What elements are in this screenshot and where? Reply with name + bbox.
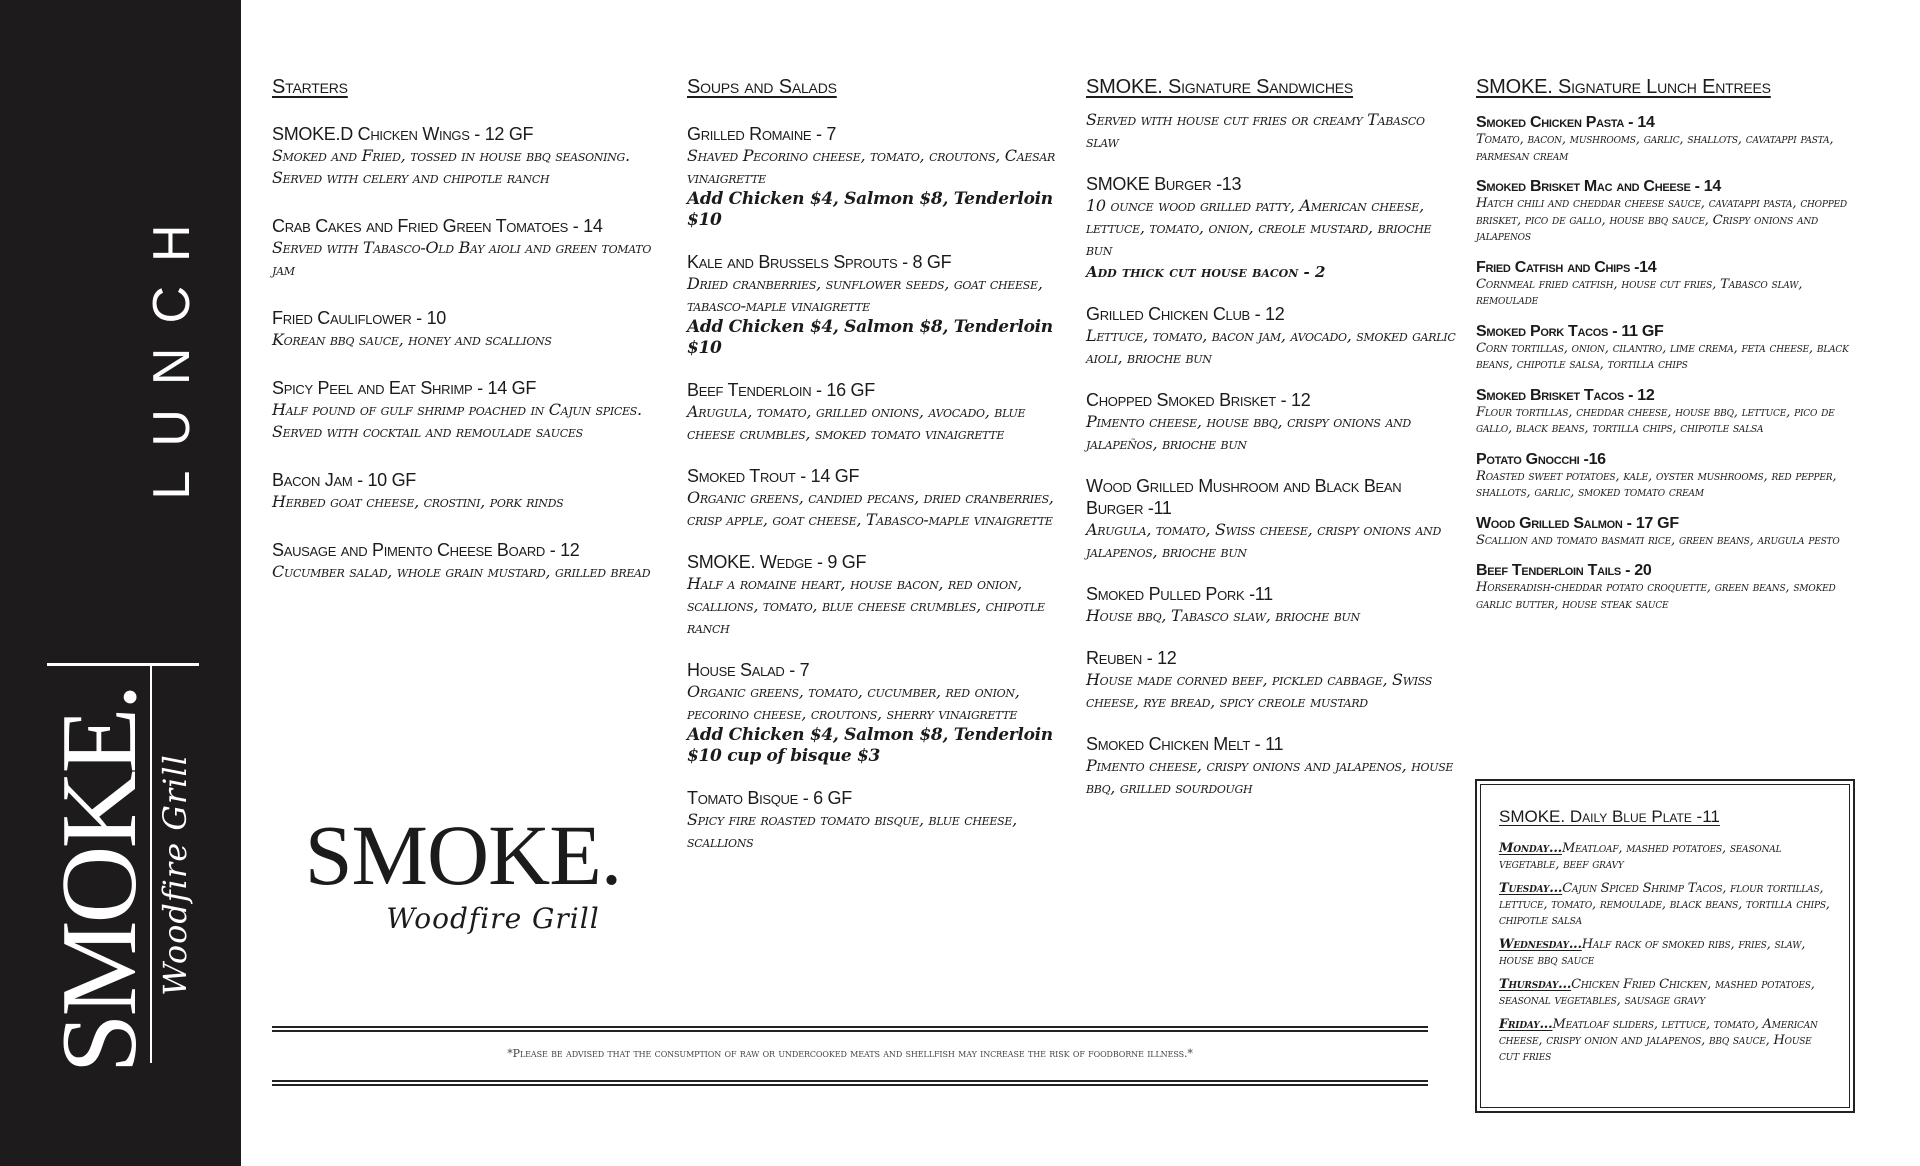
daily-entry: [1499, 1017, 1833, 1065]
menu-item: [1476, 322, 1866, 374]
item-desc: Corn tortillas, onion, cilantro, lime crema, feta cheese, black beans, chipotle salsa, tortilla chips: [1476, 340, 1849, 372]
item-desc: Pimento cheese, crispy onions and jalapenos, house bbq, grilled sourdough: [1086, 756, 1454, 797]
item-name: Potato Gnocchi -16: [1476, 450, 1606, 468]
item-desc: Korean bbq sauce, honey and scallions: [272, 330, 552, 349]
soups-title: Soups and Salads: [687, 76, 837, 98]
item-desc: Organic greens, candied pecans, dried cranberries, crisp apple, goat cheese, Tabasco-maple vinaigrette: [687, 488, 1054, 529]
daily-entry: [1499, 937, 1833, 969]
menu-item: [272, 215, 662, 281]
item-name: Crab Cakes and Fried Green Tomatoes - 14: [272, 216, 603, 236]
day-desc: Cajun Spiced Shrimp Tacos, flour tortillas, lettuce, tomato, remoulade, black beans, tortilla chips, chipotle salsa: [1499, 881, 1830, 928]
menu-item: [1476, 514, 1866, 550]
menu-item: [687, 551, 1067, 639]
band-tagline: Woodfire Grill: [156, 754, 194, 996]
menu-item: [687, 379, 1067, 445]
daily-entry: [1499, 841, 1833, 873]
item-desc: Hatch chili and cheddar cheese sauce, cavatappi pasta, chopped brisket, pico de gallo, house bbq sauce, Crispy onions and jalapenos: [1476, 196, 1847, 244]
logo-tagline: Woodfire Grill: [386, 902, 600, 935]
item-name: Smoked Brisket Tacos - 12: [1476, 386, 1655, 404]
item-name: Grilled Romaine - 7: [687, 124, 837, 144]
day-desc: Half rack of smoked ribs, fries, slaw, house bbq sauce: [1499, 937, 1806, 968]
menu-item: [1476, 386, 1866, 438]
item-desc: Served with Tabasco-Old Bay aioli and green tomato jam: [272, 238, 652, 279]
item-name: Smoked Brisket Mac and Cheese - 14: [1476, 178, 1721, 195]
starters-title: Starters: [272, 76, 348, 98]
item-name: Reuben - 12: [1086, 648, 1177, 668]
item-desc: Cucumber salad, whole grain mustard, grilled bread: [272, 562, 651, 581]
menu-item: [1476, 113, 1866, 165]
day-name: Monday...: [1499, 841, 1562, 856]
band-horizontal-rule: [47, 663, 199, 666]
menu-item: [1086, 583, 1458, 627]
item-desc: Cornmeal fried catfish, house cut fries, Tabasco slaw, remoulade: [1476, 276, 1803, 308]
menu-item: [1086, 303, 1458, 369]
item-name: Spicy Peel and Eat Shrimp - 14 GF: [272, 378, 537, 398]
entrees-title: SMOKE. Signature Lunch Entrees: [1476, 76, 1771, 98]
menu-item: [1476, 177, 1866, 246]
menu-item: [1086, 389, 1458, 455]
menu-item: [687, 787, 1067, 853]
item-desc: Pimento cheese, house bbq, crispy onions and jalapeños, brioche bun: [1086, 412, 1411, 453]
menu-item: [1086, 475, 1458, 563]
menu-item: [687, 123, 1067, 231]
menu-item: [272, 307, 662, 351]
item-name: SMOKE.D Chicken Wings - 12 GF: [272, 124, 534, 144]
menu-item: [1476, 561, 1866, 613]
menu-item: [272, 123, 662, 189]
menu-item: [687, 251, 1067, 359]
menu-item: [272, 469, 662, 513]
item-desc: Herbed goat cheese, crostini, pork rinds: [272, 492, 564, 511]
item-name: Tomato Bisque - 6 GF: [687, 788, 852, 808]
item-addon: Add Chicken $4, Salmon $8, Tenderloin $10: [687, 317, 1053, 358]
menu-item: [1086, 173, 1458, 283]
item-name: Smoked Trout - 14 GF: [687, 466, 860, 486]
menu-item: [1086, 647, 1458, 713]
starters-column: [272, 76, 662, 609]
item-desc: 10 ounce wood grilled patty, American cheese, lettuce, tomato, onion, creole mustard, brioche bun: [1086, 196, 1432, 259]
menu-item: [272, 539, 662, 583]
item-name: Smoked Chicken Pasta - 14: [1476, 114, 1655, 131]
day-name: Thursday...: [1499, 977, 1572, 992]
band-brand-name: SMOKE.: [40, 686, 159, 1074]
item-desc: Scallion and tomato basmati rice, green beans, arugula pesto: [1476, 532, 1840, 548]
menu-item: [687, 659, 1067, 767]
item-name: Wood Grilled Mushroom and Black Bean Burger -11: [1086, 476, 1402, 518]
item-desc: Arugula, tomato, grilled onions, avocado, blue cheese crumbles, smoked tomato vinaigrette: [687, 402, 1026, 443]
item-name: Beef Tenderloin Tails - 20: [1476, 562, 1652, 579]
daily-title: SMOKE. Daily Blue Plate -11: [1499, 807, 1720, 826]
item-name: Fried Cauliflower - 10: [272, 308, 446, 328]
item-desc: House made corned beef, pickled cabbage, Swiss cheese, rye bread, spicy creole mustard: [1086, 670, 1433, 711]
item-name: Beef Tenderloin - 16 GF: [687, 380, 875, 400]
item-name: Fried Catfish and Chips -14: [1476, 258, 1657, 276]
item-desc: Half a romaine heart, house bacon, red onion, scallions, tomato, blue cheese crumbles, chipotle ranch: [687, 574, 1045, 637]
logo-name: SMOKE.: [304, 807, 622, 903]
daily-blue-plate-box: [1475, 779, 1855, 1113]
item-addon: Add Chicken $4, Salmon $8, Tenderloin $10: [687, 189, 1053, 230]
day-name: Friday...: [1499, 1017, 1553, 1032]
sandwiches-title: SMOKE. Signature Sandwiches: [1086, 76, 1354, 98]
item-desc: Half pound of gulf shrimp poached in Cajun spices. Served with cocktail and remoulade sauces: [272, 400, 642, 441]
item-name: Kale and Brussels Sprouts - 8 GF: [687, 252, 952, 272]
restaurant-logo: [293, 807, 633, 935]
item-name: Smoked Pulled Pork -11: [1086, 584, 1273, 604]
day-name: Tuesday...: [1499, 881, 1563, 896]
sandwiches-subtitle: Served with house cut fries or creamy Tabasco slaw: [1086, 110, 1425, 151]
food-safety-notice: *Please be advised that the consumption of raw or undercooked meats and shellfish may increase the risk of foodborne illness.*: [507, 1047, 1193, 1060]
item-name: Bacon Jam - 10 GF: [272, 470, 416, 490]
lunch-heading: LUNCH: [143, 200, 201, 500]
item-desc: Flour tortillas, cheddar cheese, house bbq, lettuce, pico de gallo, black beans, tortilla chips, chipotle salsa: [1476, 404, 1835, 436]
item-addon: Add thick cut house bacon - 2: [1086, 263, 1326, 281]
item-name: House Salad - 7: [687, 660, 810, 680]
item-desc: Arugula, tomato, Swiss cheese, crispy onions and jalapenos, brioche bun: [1086, 520, 1442, 561]
item-name: Chopped Smoked Brisket - 12: [1086, 390, 1311, 410]
item-desc: Organic greens, tomato, cucumber, red onion, pecorino cheese, croutons, sherry vinaigrette: [687, 682, 1020, 723]
item-name: Sausage and Pimento Cheese Board - 12: [272, 540, 580, 560]
daily-entry: [1499, 977, 1833, 1009]
day-name: Wednesday...: [1499, 937, 1582, 952]
sandwiches-column: [1086, 76, 1458, 819]
item-desc: House bbq, Tabasco slaw, brioche bun: [1086, 606, 1360, 625]
soups-column: [687, 76, 1067, 873]
notice-top-rule: [272, 1026, 1428, 1032]
menu-item: [687, 465, 1067, 531]
item-desc: Spicy fire roasted tomato bisque, blue cheese, scallions: [687, 810, 1017, 851]
menu-item: [1476, 450, 1866, 502]
item-addon: Add Chicken $4, Salmon $8, Tenderloin $10 cup of bisque $3: [687, 725, 1053, 766]
menu-item: [1476, 258, 1866, 310]
item-name: Smoked Chicken Melt - 11: [1086, 734, 1284, 754]
item-name: SMOKE. Wedge - 9 GF: [687, 552, 867, 572]
side-band: [0, 0, 241, 1166]
menu-item: [272, 377, 662, 443]
entrees-column: [1476, 76, 1866, 625]
day-desc: Chicken Fried Chicken, mashed potatoes, seasonal vegetables, sausage gravy: [1499, 977, 1815, 1008]
item-name: Smoked Pork Tacos - 11 GF: [1476, 322, 1664, 340]
item-desc: Shaved Pecorino cheese, tomato, croutons, Caesar vinaigrette: [687, 146, 1055, 187]
item-desc: Lettuce, tomato, bacon jam, avocado, smoked garlic aioli, brioche bun: [1086, 326, 1456, 367]
day-desc: Meatloaf, mashed potatoes, seasonal vegetable, beef gravy: [1499, 841, 1782, 872]
item-desc: Roasted sweet potatoes, kale, oyster mushrooms, red pepper, shallots, garlic, smoked tomato cream: [1476, 468, 1837, 500]
menu-item: [1086, 733, 1458, 799]
item-name: Wood Grilled Salmon - 17 GF: [1476, 514, 1679, 532]
item-name: SMOKE Burger -13: [1086, 174, 1242, 194]
item-desc: Horseradish-cheddar potato croquette, green beans, smoked garlic butter, house steak sauce: [1476, 580, 1836, 612]
notice-bottom-rule: [272, 1080, 1428, 1086]
daily-entry: [1499, 881, 1833, 929]
item-desc: Tomato, bacon, mushrooms, garlic, shallots, cavatappi pasta, parmesan cream: [1476, 132, 1834, 164]
item-desc: Dried cranberries, sunflower seeds, goat cheese, tabasco-maple vinaigrette: [687, 274, 1043, 315]
day-desc: Meatloaf sliders, lettuce, tomato, American cheese, crispy onion and jalapenos, bbq sauce, House cut fries: [1499, 1017, 1818, 1064]
item-desc: Smoked and Fried, tossed in house bbq seasoning. Served with celery and chipotle ranch: [272, 146, 630, 187]
item-name: Grilled Chicken Club - 12: [1086, 304, 1285, 324]
sandwiches-subtitle-block: [1086, 109, 1458, 153]
daily-blue-plate-inner: [1480, 784, 1850, 1108]
